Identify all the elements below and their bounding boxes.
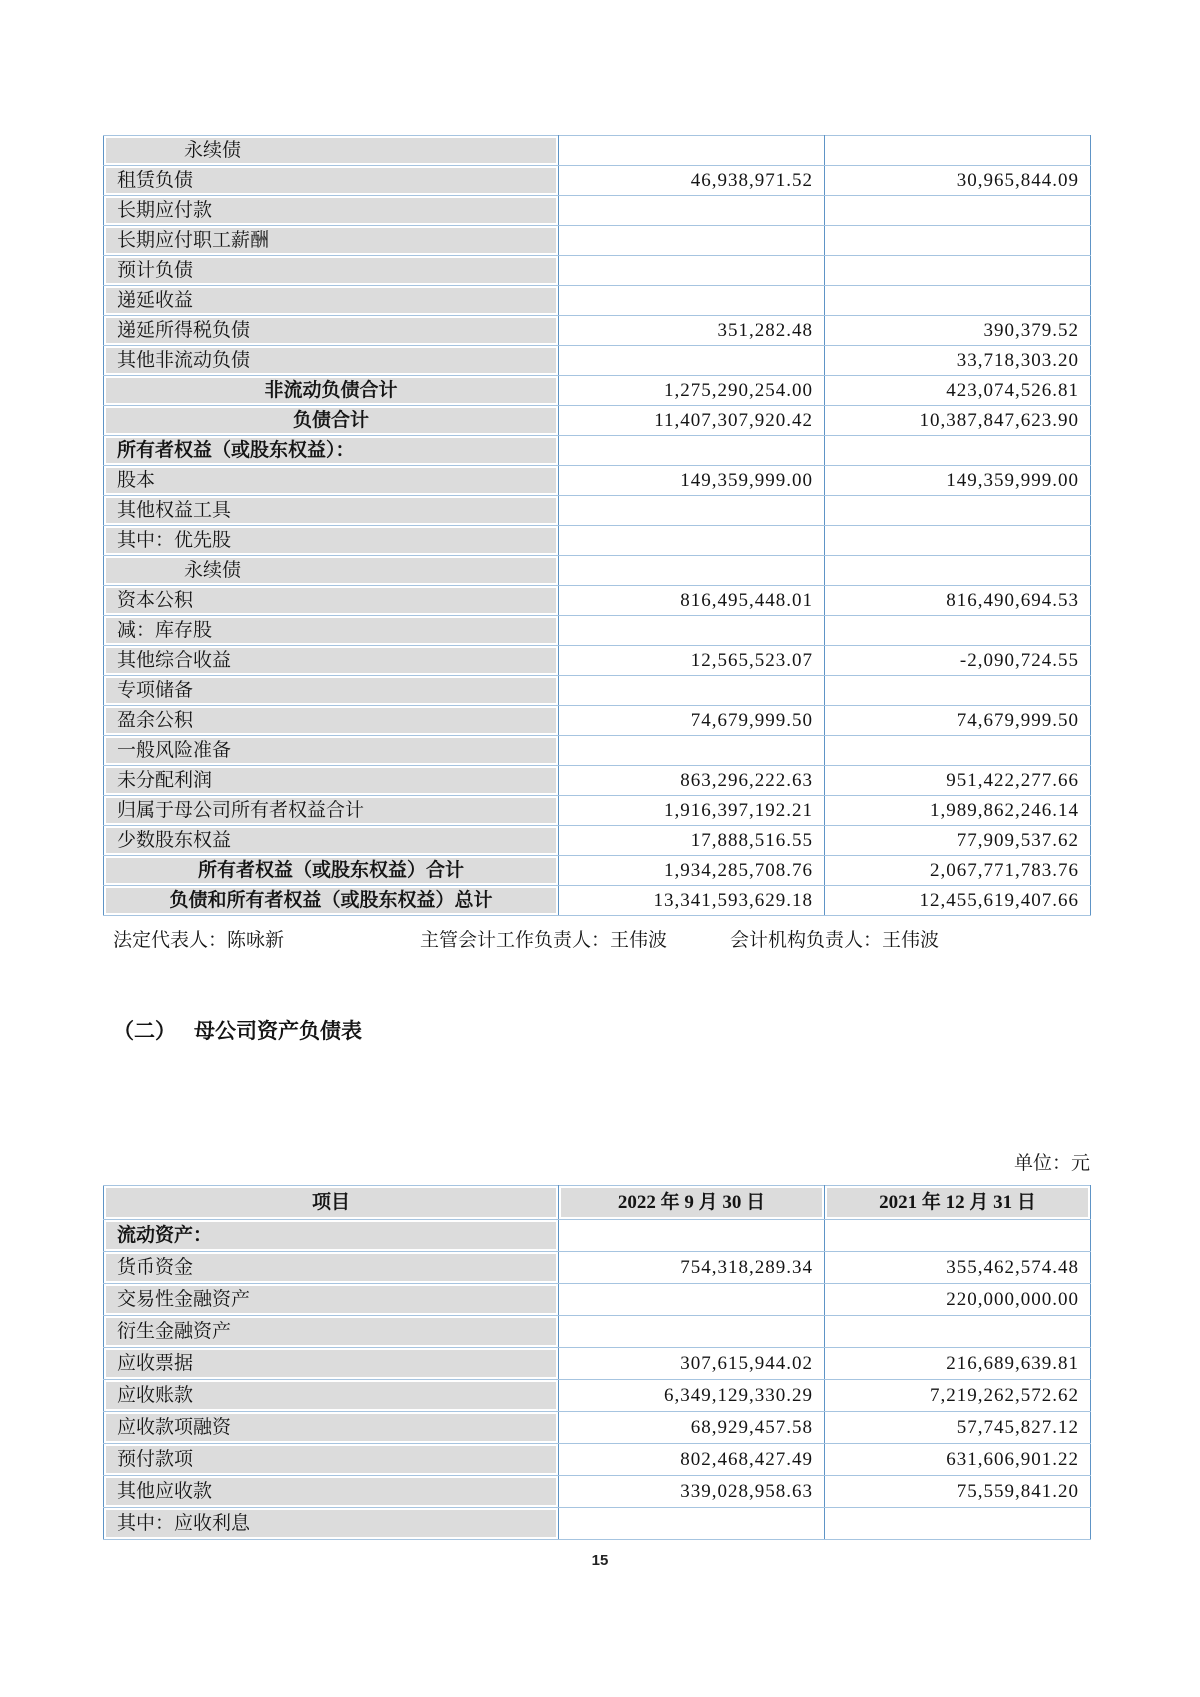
value-current-period: 339,028,958.63 (559, 1476, 825, 1508)
section-title: 母公司资产负债表 (194, 1019, 362, 1043)
table-row (104, 856, 1091, 886)
value-prior-period (825, 616, 1091, 646)
value-prior-period: 30,965,844.09 (825, 166, 1091, 196)
value-current-period: 17,888,516.55 (559, 826, 825, 856)
value-prior-period (825, 1316, 1091, 1348)
value-prior-period: 816,490,694.53 (825, 586, 1091, 616)
row-label: 资本公积 (104, 586, 559, 616)
table-row (104, 466, 1091, 496)
value-prior-period: -2,090,724.55 (825, 646, 1091, 676)
value-current-period (559, 676, 825, 706)
row-label: 所有者权益（或股东权益）合计 (104, 856, 559, 886)
table-row (104, 1412, 1091, 1444)
table-row (104, 316, 1091, 346)
table-row (104, 826, 1091, 856)
table-row (104, 1284, 1091, 1316)
row-label: 其中：优先股 (104, 526, 559, 556)
row-label: 专项储备 (104, 676, 559, 706)
table-row (104, 1476, 1091, 1508)
row-label: 其他应收款 (104, 1476, 559, 1508)
value-current-period (559, 136, 825, 166)
table-row (104, 1508, 1091, 1540)
value-prior-period: 1,989,862,246.14 (825, 796, 1091, 826)
row-label: 租赁负债 (104, 166, 559, 196)
value-prior-period: 355,462,574.48 (825, 1252, 1091, 1284)
table-row (104, 1252, 1091, 1284)
value-prior-period (825, 136, 1091, 166)
section-number: （二） (113, 1019, 176, 1043)
unit-label: 单位：元 (1013, 1153, 1090, 1174)
table-row (104, 196, 1091, 226)
value-current-period: 46,938,971.52 (559, 166, 825, 196)
value-prior-period: 77,909,537.62 (825, 826, 1091, 856)
table-row (104, 706, 1091, 736)
table-row (104, 586, 1091, 616)
value-current-period (559, 526, 825, 556)
row-label: 未分配利润 (104, 766, 559, 796)
value-prior-period: 220,000,000.00 (825, 1284, 1091, 1316)
value-current-period (559, 616, 825, 646)
table-row (104, 526, 1091, 556)
row-label: 少数股东权益 (104, 826, 559, 856)
table-row (104, 1220, 1091, 1252)
row-label: 预计负债 (104, 256, 559, 286)
row-label: 一般风险准备 (104, 736, 559, 766)
value-prior-period (825, 226, 1091, 256)
value-prior-period: 2,067,771,783.76 (825, 856, 1091, 886)
table-row (104, 436, 1091, 466)
row-label: 永续债 (104, 556, 559, 586)
table-row (104, 886, 1091, 916)
value-prior-period: 631,606,901.22 (825, 1444, 1091, 1476)
value-prior-period (825, 196, 1091, 226)
value-prior-period: 74,679,999.50 (825, 706, 1091, 736)
row-label: 其中：应收利息 (104, 1508, 559, 1540)
table-row (104, 1380, 1091, 1412)
table-row (104, 676, 1091, 706)
table-row (104, 406, 1091, 436)
row-label: 长期应付职工薪酬 (104, 226, 559, 256)
value-current-period: 1,916,397,192.21 (559, 796, 825, 826)
value-current-period: 68,929,457.58 (559, 1412, 825, 1444)
value-prior-period (825, 436, 1091, 466)
value-prior-period: 423,074,526.81 (825, 376, 1091, 406)
value-current-period: 802,468,427.49 (559, 1444, 825, 1476)
value-prior-period: 57,745,827.12 (825, 1412, 1091, 1444)
table-row (104, 616, 1091, 646)
row-label: 永续债 (104, 136, 559, 166)
value-prior-period (825, 526, 1091, 556)
row-label: 非流动负债合计 (104, 376, 559, 406)
row-label: 所有者权益（或股东权益）： (104, 436, 559, 466)
value-current-period: 149,359,999.00 (559, 466, 825, 496)
value-prior-period (825, 676, 1091, 706)
table-row (104, 646, 1091, 676)
table-row (104, 736, 1091, 766)
table-row (104, 1348, 1091, 1380)
value-current-period: 11,407,307,920.42 (559, 406, 825, 436)
value-current-period (559, 1284, 825, 1316)
value-current-period (559, 196, 825, 226)
value-current-period: 6,349,129,330.29 (559, 1380, 825, 1412)
column-header-date-2022: 2022 年 9 月 30 日 (559, 1186, 825, 1220)
row-label: 预付款项 (104, 1444, 559, 1476)
value-prior-period: 149,359,999.00 (825, 466, 1091, 496)
value-prior-period: 12,455,619,407.66 (825, 886, 1091, 916)
value-current-period: 74,679,999.50 (559, 706, 825, 736)
table-row (104, 556, 1091, 586)
table-row (104, 346, 1091, 376)
table-row (104, 286, 1091, 316)
parent-company-balance-sheet-table (103, 1185, 1091, 1540)
value-current-period: 1,275,290,254.00 (559, 376, 825, 406)
section-heading (113, 1016, 362, 1046)
row-label: 长期应付款 (104, 196, 559, 226)
table-row (104, 136, 1091, 166)
value-current-period (559, 346, 825, 376)
row-label: 流动资产： (104, 1220, 559, 1252)
value-current-period (559, 1220, 825, 1252)
row-label: 递延收益 (104, 286, 559, 316)
value-prior-period: 33,718,303.20 (825, 346, 1091, 376)
row-label: 归属于母公司所有者权益合计 (104, 796, 559, 826)
table-row (104, 1444, 1091, 1476)
value-prior-period (825, 496, 1091, 526)
row-label: 应收账款 (104, 1380, 559, 1412)
value-prior-period: 216,689,639.81 (825, 1348, 1091, 1380)
table-row (104, 766, 1091, 796)
table-row (104, 256, 1091, 286)
value-current-period: 351,282.48 (559, 316, 825, 346)
row-label: 递延所得税负债 (104, 316, 559, 346)
chief-accounting-officer-label: 主管会计工作负责人：王伟波 (420, 930, 668, 951)
value-current-period: 816,495,448.01 (559, 586, 825, 616)
row-label: 衍生金融资产 (104, 1316, 559, 1348)
table-row (104, 166, 1091, 196)
row-label: 负债合计 (104, 406, 559, 436)
value-current-period (559, 1316, 825, 1348)
consolidated-balance-sheet-continued-table (103, 135, 1091, 916)
table-row (104, 226, 1091, 256)
value-current-period (559, 256, 825, 286)
table-row (104, 796, 1091, 826)
value-prior-period: 390,379.52 (825, 316, 1091, 346)
value-prior-period (825, 1508, 1091, 1540)
value-prior-period (825, 286, 1091, 316)
table-row (104, 376, 1091, 406)
value-current-period: 307,615,944.02 (559, 1348, 825, 1380)
value-current-period (559, 226, 825, 256)
value-current-period (559, 736, 825, 766)
value-prior-period (825, 1220, 1091, 1252)
row-label: 其他非流动负债 (104, 346, 559, 376)
column-header-date-2021: 2021 年 12 月 31 日 (825, 1186, 1091, 1220)
row-label: 负债和所有者权益（或股东权益）总计 (104, 886, 559, 916)
value-current-period: 863,296,222.63 (559, 766, 825, 796)
row-label: 其他综合收益 (104, 646, 559, 676)
value-prior-period (825, 556, 1091, 586)
value-prior-period: 75,559,841.20 (825, 1476, 1091, 1508)
value-current-period (559, 436, 825, 466)
value-current-period: 12,565,523.07 (559, 646, 825, 676)
row-label: 交易性金融资产 (104, 1284, 559, 1316)
table-row (104, 1316, 1091, 1348)
row-label: 盈余公积 (104, 706, 559, 736)
value-current-period (559, 556, 825, 586)
value-current-period (559, 496, 825, 526)
value-prior-period (825, 736, 1091, 766)
signature-line (113, 926, 1090, 956)
table-row (104, 496, 1091, 526)
accounting-department-head-label: 会计机构负责人：王伟波 (730, 930, 940, 951)
row-label: 减：库存股 (104, 616, 559, 646)
row-label: 股本 (104, 466, 559, 496)
page-number: 15 (591, 1552, 609, 1569)
value-current-period (559, 286, 825, 316)
legal-representative-label: 法定代表人：陈咏新 (113, 930, 285, 951)
value-current-period: 1,934,285,708.76 (559, 856, 825, 886)
value-current-period: 13,341,593,629.18 (559, 886, 825, 916)
value-current-period: 754,318,289.34 (559, 1252, 825, 1284)
value-current-period (559, 1508, 825, 1540)
value-prior-period: 10,387,847,623.90 (825, 406, 1091, 436)
row-label: 应收款项融资 (104, 1412, 559, 1444)
value-prior-period (825, 256, 1091, 286)
table-header-row (104, 1186, 1091, 1220)
value-prior-period: 951,422,277.66 (825, 766, 1091, 796)
row-label: 应收票据 (104, 1348, 559, 1380)
row-label: 其他权益工具 (104, 496, 559, 526)
column-header-item: 项目 (104, 1186, 559, 1220)
row-label: 货币资金 (104, 1252, 559, 1284)
value-prior-period: 7,219,262,572.62 (825, 1380, 1091, 1412)
